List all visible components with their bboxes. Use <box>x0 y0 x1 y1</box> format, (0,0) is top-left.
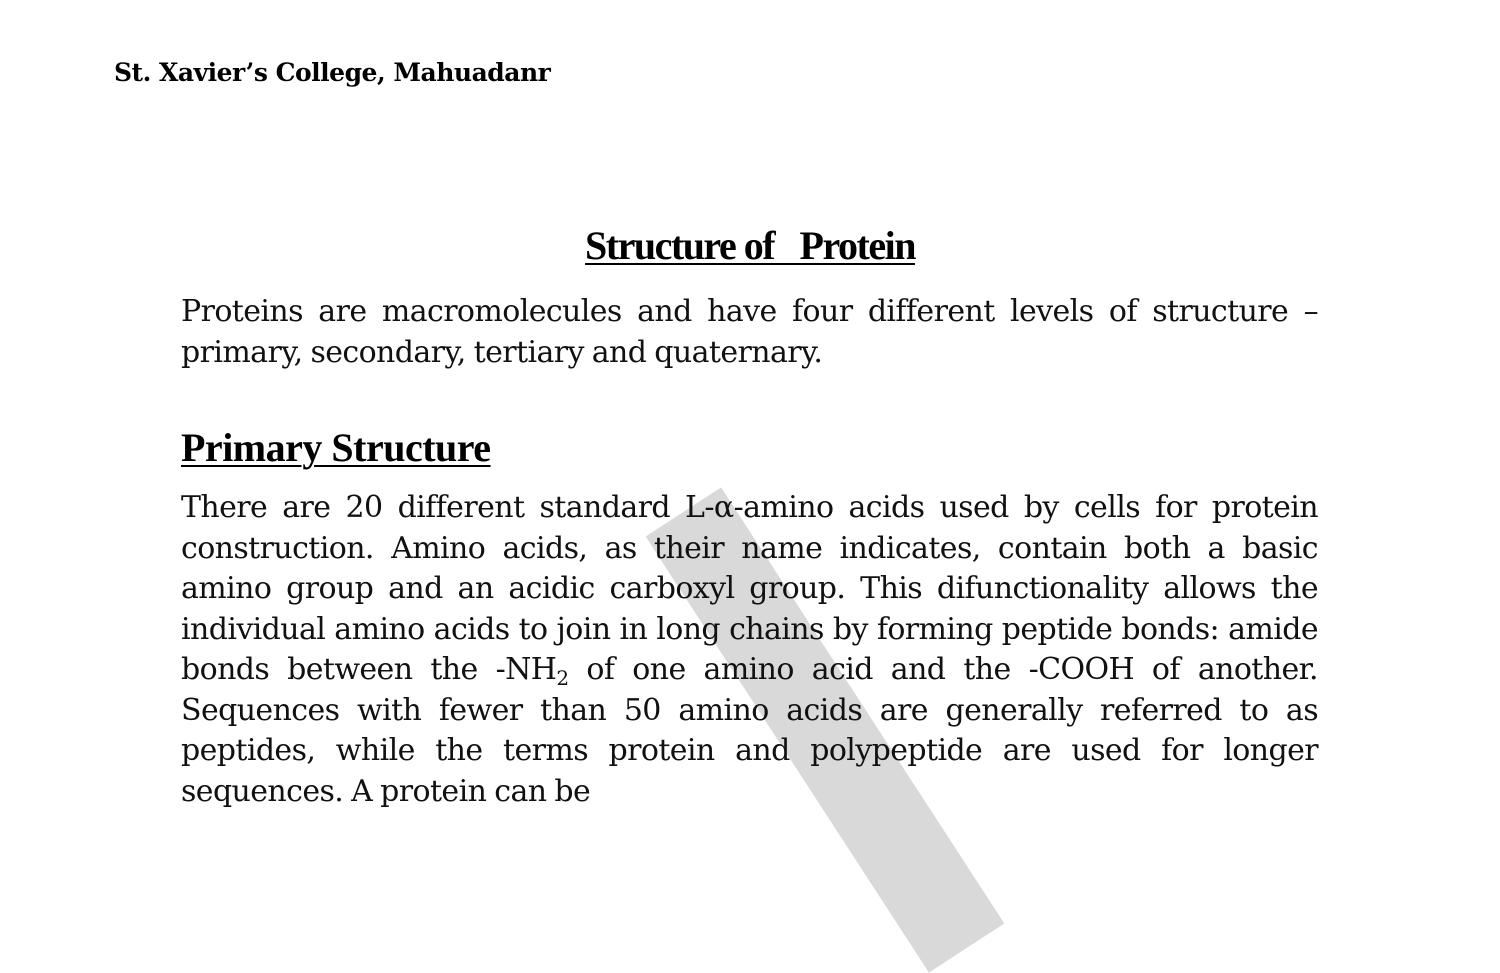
paragraph-text-part1: There are 20 different standard L-α-amino acids used by cells for protein construction. Amino acids, as their name indicates, contain both a basic amino group and an acidic carboxyl group. This difunctionality allows the individual amino acids to join in long chains by forming peptide bonds: amide bonds between the -NH <box>181 490 1318 687</box>
document-title: Structure of Protein <box>585 223 915 268</box>
subscript-text: 2 <box>556 666 569 690</box>
primary-structure-paragraph <box>181 488 1318 812</box>
college-header: St. Xavier’s College, Mahuadanr <box>114 58 551 87</box>
paragraph-text-part2: of one amino acid and the -COOH of another. Sequences with fewer than 50 amino acids are generally referred to as peptides, while the terms protein and polypeptide are used for longer sequences. A protein can be <box>181 652 1318 809</box>
intro-paragraph: Proteins are macromolecules and have four different levels of structure – primary, secondary, tertiary and quaternary. <box>181 294 1318 370</box>
section-heading-primary-structure: Primary Structure <box>181 425 491 470</box>
